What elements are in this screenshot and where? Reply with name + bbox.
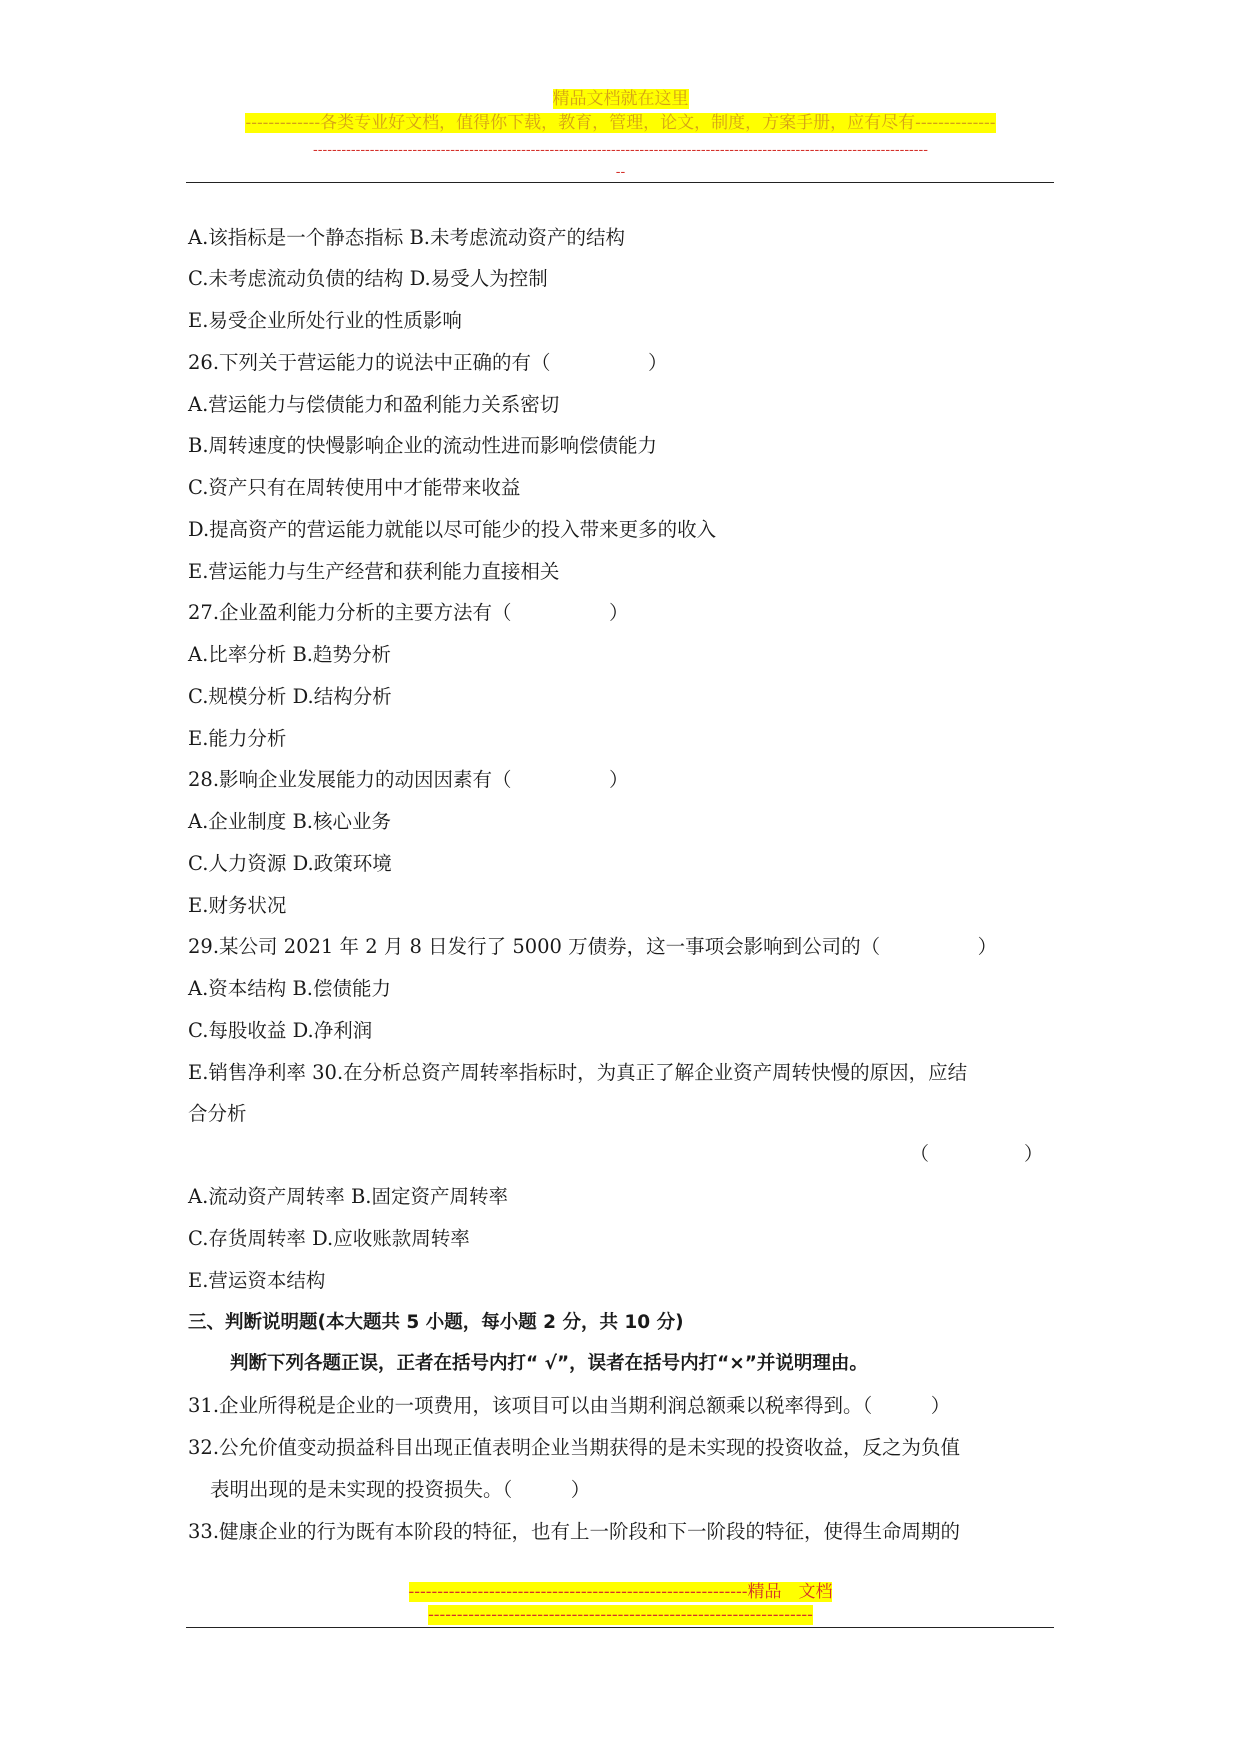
text-line: C.存货周转率 D.应收账款周转率: [188, 1227, 470, 1250]
text-line: C.每股收益 D.净利润: [188, 1019, 373, 1042]
text-line: D.提高资产的营运能力就能以尽可能少的投入带来更多的收入: [188, 518, 717, 541]
question-29: 29.某公司 2021 年 2 月 8 日发行了 5000 万债券，这一事项会影响到公司的（ ）: [188, 935, 998, 958]
text-line: B.周转速度的快慢影响企业的流动性进而影响偿债能力: [188, 434, 658, 457]
header-separator: ----------------------------------------------------------------------------------------------------------------------------------: [313, 142, 928, 158]
question-32: 32.公允价值变动损益科目出现正值表明企业当期获得的是未实现的投资收益，反之为负值: [188, 1436, 961, 1459]
section-heading: 三、判断说明题(本大题共 5 小题，每小题 2 分，共 10 分): [188, 1312, 684, 1333]
question-28: 28.影响企业发展能力的动因因素有（ ）: [188, 768, 629, 791]
header-title: 精品文档就在这里: [552, 89, 689, 109]
header-rule: [186, 182, 1054, 183]
question-31: 31.企业所得税是企业的一项费用，该项目可以由当期利润总额乘以税率得到。（ ）: [188, 1394, 951, 1417]
header-separator-end: --: [615, 164, 626, 180]
text-line: C.资产只有在周转使用中才能带来收益: [188, 476, 521, 499]
text-line: E.能力分析: [188, 727, 287, 750]
text-line: A.比率分析 B.趋势分析: [188, 643, 392, 666]
footer-separator: -------------------------------------------------------------------: [428, 1605, 813, 1625]
section-instructions: 判断下列各题正误，正者在括号内打“ √”，误者在括号内打“×”并说明理由。: [230, 1353, 868, 1374]
text-line: C.规模分析 D.结构分析: [188, 685, 392, 708]
text-line: C.人力资源 D.政策环境: [188, 852, 392, 875]
question-27: 27.企业盈利能力分析的主要方法有（ ）: [188, 601, 629, 624]
text-line: E.营运资本结构: [188, 1269, 326, 1292]
text-line: A.资本结构 B.偿债能力: [188, 977, 392, 1000]
header-separator-row-2: [0, 161, 1241, 181]
text-line: E.易受企业所处行业的性质影响: [188, 309, 462, 332]
header-tagline-row: [0, 112, 1241, 134]
footer-label: -----------------------------------------------------------精品 文档: [408, 1582, 833, 1602]
header-tagline: -------------各类专业好文档，值得你下载，教育，管理，论文，制度，方案手册，应有尽有--------------: [245, 113, 996, 133]
footer-row-1: [0, 1581, 1241, 1603]
text-line: 合分析: [188, 1102, 247, 1125]
footer-rule: [186, 1627, 1054, 1628]
text-line: E.营运能力与生产经营和获利能力直接相关: [188, 560, 560, 583]
question-26: 26.下列关于营运能力的说法中正确的有（ ）: [188, 351, 668, 374]
text-line: E.财务状况: [188, 894, 287, 917]
answer-bracket-30: （ ）: [910, 1143, 1044, 1165]
question-30: E.销售净利率 30.在分析总资产周转率指标时，为真正了解企业资产周转快慢的原因，应结: [188, 1061, 968, 1084]
text-line: 表明出现的是未实现的投资损失。（ ）: [210, 1478, 591, 1501]
text-line: A.该指标是一个静态指标 B.未考虑流动资产的结构: [188, 226, 626, 249]
text-line: A.流动资产周转率 B.固定资产周转率: [188, 1185, 509, 1208]
text-line: A.营运能力与偿债能力和盈利能力关系密切: [188, 393, 560, 416]
header-title-row: [0, 88, 1241, 110]
footer-row-2: [0, 1604, 1241, 1626]
question-33: 33.健康企业的行为既有本阶段的特征，也有上一阶段和下一阶段的特征，使得生命周期的: [188, 1520, 961, 1543]
text-line: A.企业制度 B.核心业务: [188, 810, 392, 833]
header-separator-row: [0, 139, 1241, 159]
text-line: C.未考虑流动负债的结构 D.易受人为控制: [188, 267, 548, 290]
